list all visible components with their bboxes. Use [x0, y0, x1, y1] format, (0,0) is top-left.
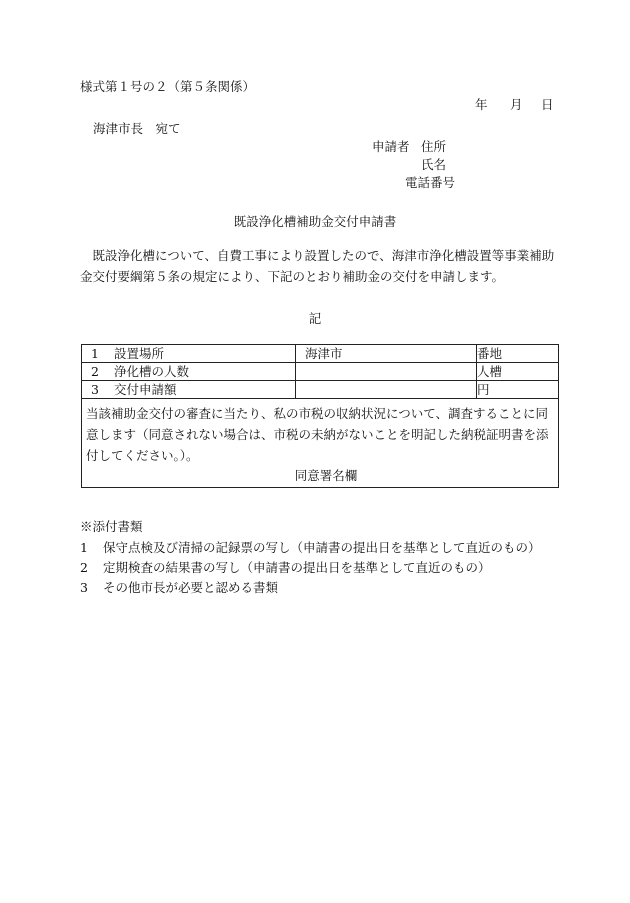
- attachment-text: その他市長が必要と認める書類: [103, 580, 279, 595]
- consent-cell: [82, 399, 559, 488]
- row-unit: 円: [477, 381, 490, 397]
- row-unit-cell: [477, 363, 559, 381]
- row-unit-cell: [477, 381, 559, 399]
- application-table: [81, 344, 559, 488]
- form-number: 様式第１号の２（第５条関係）: [80, 79, 256, 94]
- applicant-phone-label: 電話番号: [405, 175, 456, 190]
- date-day-label: 日: [541, 97, 554, 112]
- row-value-cell[interactable]: [296, 381, 477, 399]
- row-value-cell[interactable]: [296, 363, 477, 381]
- attachment-text: 保守点検及び清掃の記録票の写し（申請書の提出日を基準として直近のもの）: [103, 540, 541, 555]
- applicant-role: 申請者: [372, 139, 410, 154]
- attachment-item: [80, 542, 541, 555]
- row-value: 海津市: [305, 345, 343, 361]
- row-label: 浄化槽の人数: [114, 363, 190, 379]
- row-label-cell: [82, 381, 296, 399]
- row-label-cell: [82, 363, 296, 381]
- document-title: 既設浄化槽補助金交付申請書: [233, 214, 397, 229]
- row-unit: 番地: [477, 345, 503, 361]
- row-label: 設置場所: [114, 345, 165, 361]
- attachment-item: [80, 582, 278, 595]
- applicant-name-label: 氏名: [421, 157, 447, 172]
- ki-heading: 記: [308, 311, 322, 326]
- attachment-number: 1: [80, 540, 88, 555]
- date-year-label: 年: [475, 97, 488, 112]
- applicant-address-label: 住所: [421, 139, 447, 154]
- table-row: [82, 345, 559, 363]
- row-unit: 人槽: [477, 363, 503, 379]
- row-unit-cell: [477, 345, 559, 363]
- row-number: 3: [91, 381, 99, 397]
- consent-signature-label[interactable]: 同意署名欄: [294, 468, 358, 483]
- row-value-cell[interactable]: [296, 345, 477, 363]
- consent-row: [82, 399, 559, 488]
- row-number: 2: [91, 363, 99, 379]
- consent-text: 当該補助金交付の審査に当たり、私の市税の収納状況について、調査することに同意します（同意されない場合は、市税の未納がないことを明記した納税証明書を添付してください。）。: [86, 406, 549, 463]
- recipient: 海津市長 宛て: [93, 121, 181, 136]
- date-month-label: 月: [510, 97, 523, 112]
- row-label: 交付申請額: [114, 381, 177, 397]
- table-row: [82, 381, 559, 399]
- attachment-number: 2: [80, 560, 88, 575]
- attachment-item: [80, 562, 491, 575]
- row-number: 1: [91, 345, 99, 361]
- attachments-heading: ※添付書類: [80, 519, 143, 534]
- attachment-text: 定期検査の結果書の写し（申請書の提出日を基準として直近のもの）: [103, 560, 491, 575]
- row-label-cell: [82, 345, 296, 363]
- table-row: [82, 363, 559, 381]
- attachment-number: 3: [80, 580, 88, 595]
- body-paragraph: 既設浄化槽について、自費工事により設置したので、海津市浄化槽設置等事業補助金交付要綱第５条の規定により、下記のとおり補助金の交付を申請します。: [80, 248, 555, 284]
